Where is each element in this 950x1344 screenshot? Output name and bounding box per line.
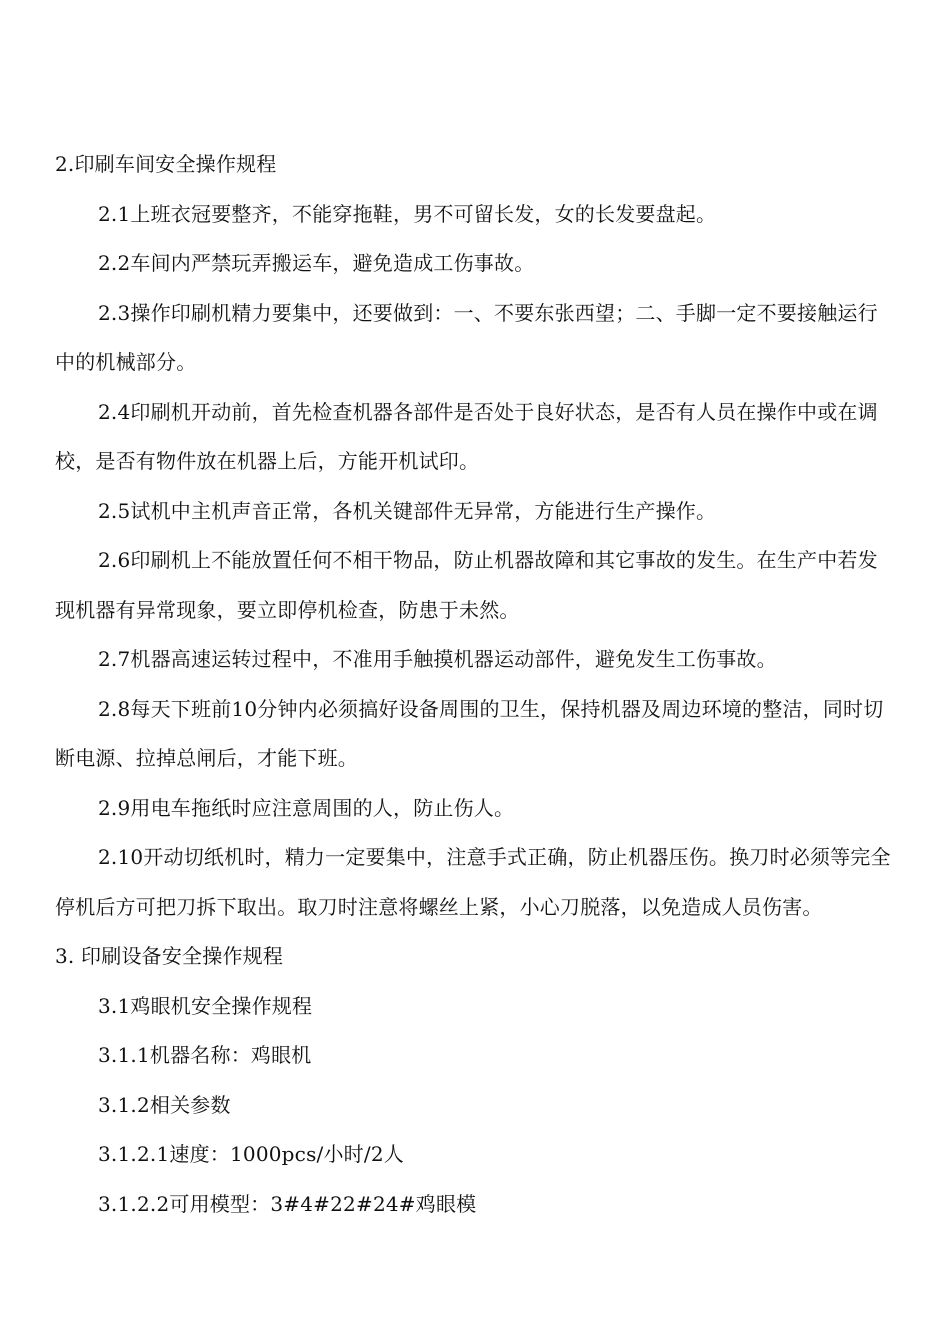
clause-2-1: 2.1上班衣冠要整齐，不能穿拖鞋，男不可留长发，女的长发要盘起。: [98, 201, 717, 226]
section-heading-2: 2.印刷车间安全操作规程: [55, 152, 277, 176]
clause-2-8: 2.8每天下班前10分钟内必须搞好设备周围的卫生，保持机器及周边环境的整洁，同时切断电源、拉掉总闸后，才能下班。: [55, 696, 884, 770]
clause-2-9: 2.9用电车拖纸时应注意周围的人，防止伤人。: [98, 795, 515, 820]
clause-2-7: 2.7机器高速运转过程中，不准用手触摸机器运动部件，避免发生工伤事故。: [98, 647, 777, 671]
clause-2-3: 2.3操作印刷机精力要集中，还要做到：一、不要东张西望；二、手脚一定不要接触运行中的机械部分。: [55, 300, 878, 374]
clause-3-1: 3.1鸡眼机安全操作规程: [98, 993, 313, 1018]
clause-2-6: 2.6印刷机上不能放置任何不相干物品，防止机器故障和其它事故的发生。在生产中若发现机器有异常现象，要立即停机检查，防患于未然。: [55, 548, 878, 622]
clause-2-5: 2.5试机中主机声音正常，各机关键部件无异常，方能进行生产操作。: [98, 498, 717, 523]
clause-2-2: 2.2车间内严禁玩弄搬运车，避免造成工伤事故。: [98, 251, 535, 275]
clause-3-1-2-2: 3.1.2.2可用模型：3#4#22#24#鸡眼模: [98, 1191, 477, 1216]
document-body: [55, 140, 895, 1229]
clause-3-1-1: 3.1.1机器名称：鸡眼机: [98, 1043, 312, 1067]
clause-3-1-2-1: 3.1.2.1速度：1000pcs/小时/2人: [98, 1142, 404, 1166]
clause-3-1-2: 3.1.2相关参数: [98, 1092, 231, 1117]
clause-2-10: 2.10开动切纸机时，精力一定要集中，注意手式正确，防止机器压伤。换刀时必须等完全停机后方可把刀拆下取出。取刀时注意将螺丝上紧，小心刀脱落，以免造成人员伤害。: [55, 845, 891, 919]
section-heading-3: 3. 印刷设备安全操作规程: [55, 944, 284, 968]
clause-2-4: 2.4印刷机开动前，首先检查机器各部件是否处于良好状态，是否有人员在操作中或在调校，是否有物件放在机器上后，方能开机试印。: [55, 399, 878, 473]
